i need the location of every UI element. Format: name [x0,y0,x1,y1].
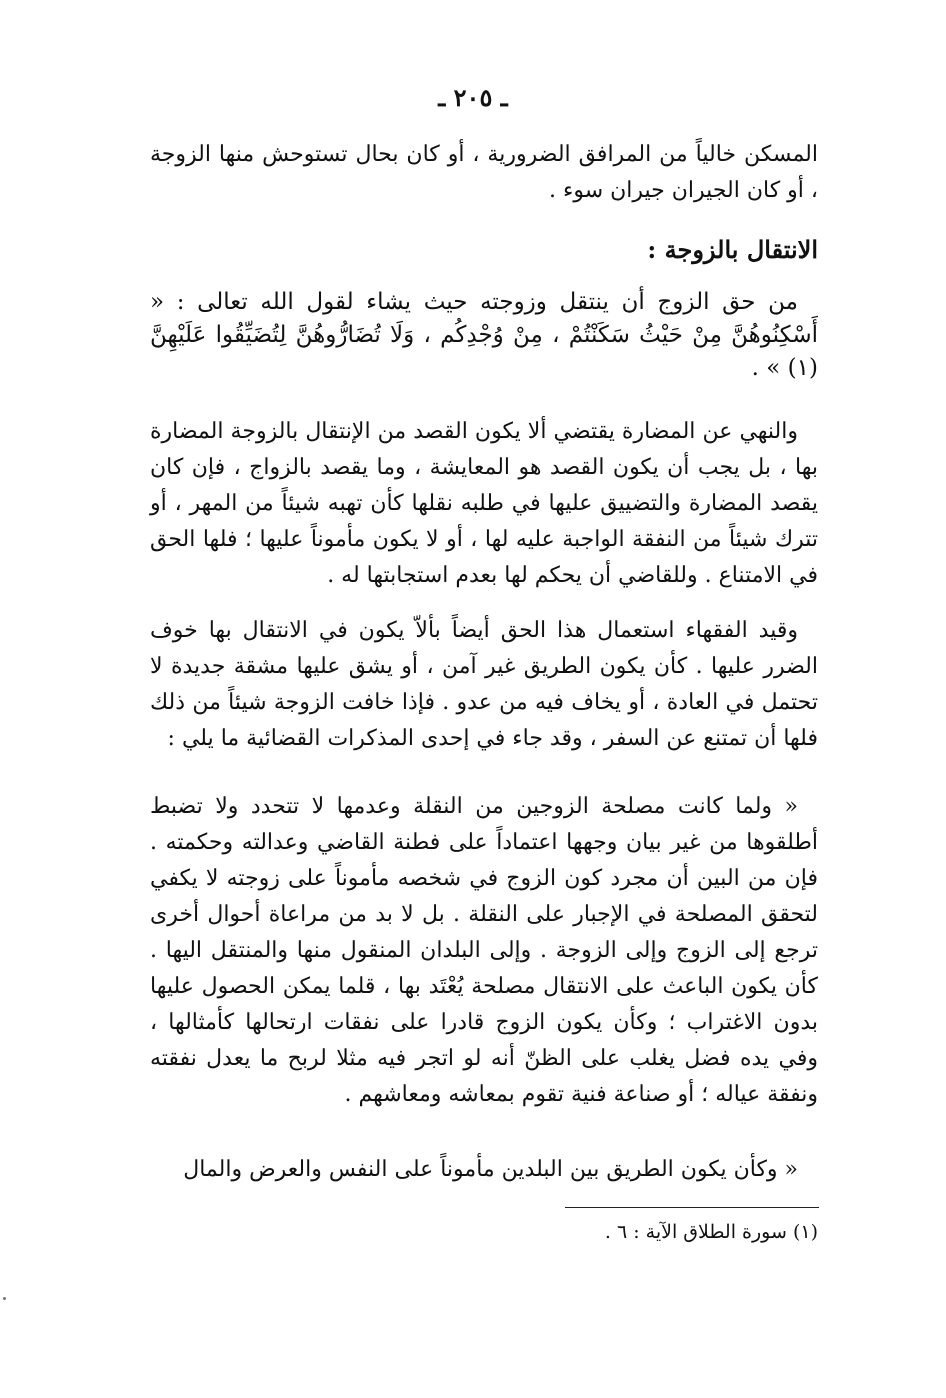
verse-text: من حق الزوج أن ينتقل وزوجته حيث يشاء لقول الله تعالى : « أَسْكِنُوهُنَّ مِنْ حَيْثُ سَكَنْتُمْ ، مِنْ وُجْدِكُم ، وَلَا تُضَارُّوهُنَّ لِتُضَيِّقُوا عَلَيْهِنَّ (١) » . [150,289,818,381]
paragraph-intro-continuation: المسكن خالياً من المرافق الضرورية ، أو كان بحال تستوحش منها الزوجة ، أو كان الجيران جيران سوء . [150,142,818,203]
paragraph-quran-verse [150,286,818,385]
page-number: ـ ٢٠٥ ـ [438,83,508,112]
footnote: (١) سورة الطلاق الآية : ٦ . [604,1221,818,1243]
prohibition-text: والنهي عن المضارة يقتضي ألا يكون القصد من الإنتقال بالزوجة المضارة بها ، بل يجب أن يكون القصد هو المعايشة ، وما يقصد بالزواج ، فإن كان يقصد المضارة والتضييق عليها في طلبه نقلها كأن تهبه شيئاً من المهر ، أو تترك شيئاً من النفقة الواجبة عليه لها ، أو لا يكون مأموناً عليها ؛ فلها الحق في الامتناع . وللقاضي أن يحكم لها بعدم استجابتها له . [150,419,818,588]
paragraph-road-safety [150,1152,818,1188]
paragraph-prohibition [150,414,818,594]
scan-speck [3,1297,6,1300]
last-text: « وكأن يكون الطريق بين البلدين مأموناً على النفس والعرض والمال [183,1157,798,1182]
paragraph-restriction [150,613,818,757]
restriction-text: وقيد الفقهاء استعمال هذا الحق أيضاً بألاّ يكون في الانتقال بها خوف الضرر عليها . كأن يكون الطريق غير آمن ، أو يشق عليها مشقة جديدة لا تحتمل في العادة ، أو يخاف فيه من عدو . فإذا خافت الزوجة شيئاً من ذلك فلها أن تمتنع عن السفر ، وقد جاء في إحدى المذكرات القضائية ما يلي : [150,618,818,751]
section-heading: الانتقال بالزوجة : [647,235,818,264]
footnote-divider [565,1207,819,1208]
paragraph-judicial-memo [150,789,818,1113]
memo-text: « ولما كانت مصلحة الزوجين من النقلة وعدمها لا تتحدد ولا تضبط أطلقوها من غير بيان وجهها اعتماداً على فطنة القاضي وعدالته وحكمته . فإن من البين أن مجرد كون الزوج في شخصه مأموناً على زوجته لا يكفي لتحقق المصلحة في الإجبار على النقلة . بل لا بد من مراعاة أحوال أخرى ترجع إلى الزوج وإلى الزوجة . وإلى البلدان المنقول منها والمنتقل اليها . كأن يكون الباعث على الانتقال مصلحة يُعْتَد بها ، قلما يمكن الحصول عليها بدون الاغتراب ؛ وكأن يكون الزوج قادرا على نفقات ارتحالها كأمثالها ، وفي يده فضل يغلب على الظنّ أنه لو اتجر فيه مثلا لربح ما يعدل نفقته ونفقة عياله ؛ أو صناعة فنية تقوم بمعاشه ومعاشهم . [150,794,818,1107]
